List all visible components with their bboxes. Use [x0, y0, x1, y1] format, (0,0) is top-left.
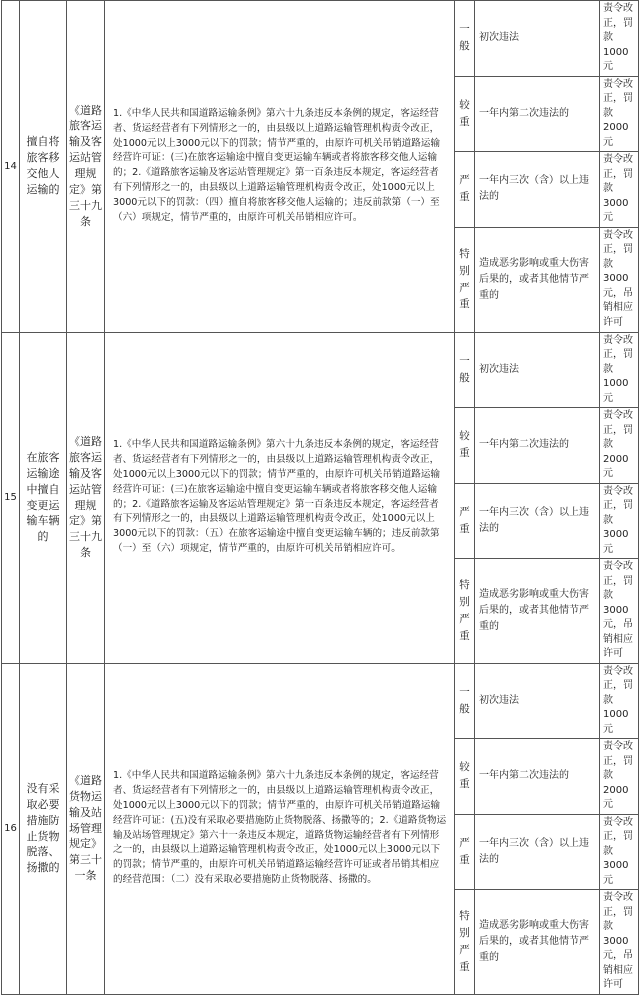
penalty-standard: 责令改正，罚款3000元，吊销相应许可: [600, 559, 639, 664]
severity-level: 一般: [455, 332, 475, 408]
violation-situation: 造成恶劣影响或重大伤害后果的，或者其他情节严重的: [475, 227, 600, 332]
legal-basis: 《道路旅客运输及客运站管理规定》第三十九条: [67, 1, 105, 333]
penalty-standard: 责令改正，罚款1000元: [600, 1, 639, 77]
violation-name: 擅自将旅客移交他人运输的: [20, 1, 67, 333]
severity-level: 严重: [455, 814, 475, 890]
row-number: 15: [2, 332, 20, 663]
violation-situation: 初次违法: [475, 332, 600, 408]
severity-level: 特别严重: [455, 559, 475, 664]
violation-situation: 一年内第二次违法的: [475, 739, 600, 815]
penalty-standard: 责令改正，罚款3000元: [600, 483, 639, 559]
violation-situation: 一年内第二次违法的: [475, 76, 600, 152]
penalty-standard: 责令改正，罚款2000元: [600, 739, 639, 815]
severity-level: 特别严重: [455, 890, 475, 995]
violation-situation: 一年内三次（含）以上违法的: [475, 483, 600, 559]
violation-name: 在旅客运输途中擅自变更运输车辆的: [20, 332, 67, 663]
row-number: 14: [2, 1, 20, 333]
severity-level: 特别严重: [455, 227, 475, 332]
violation-situation: 初次违法: [475, 663, 600, 739]
table-row: [2, 332, 639, 408]
severity-level: 一般: [455, 663, 475, 739]
penalty-standard: 责令改正，罚款1000元: [600, 663, 639, 739]
legal-provisions: 1.《中华人民共和国道路运输条例》第六十九条违反本条例的规定，客运经营者、货运经营者有下列情形之一的，由县级以上道路运输管理机构责令改正，处1000元以上3000元以下的罚款；情节严重的，由原许可机关吊销道路运输经营许可证：(五)没有采取必要措施防止货物脱落、扬撒等的；2.《道路货物运输及站场管理规定》第六十一条违反本规定，道路货物运输经营者有下列情形之一的，由县级以上道路运输管理机构责令改正，处1000元以上3000元以下的罚款；情节严重的，由原许可机关吊销道路运输经营许可证或者吊销其相应的经营范围：（二）没有采取必要措施防止货物脱落、扬撒的。: [105, 663, 455, 994]
violation-name: 没有采取必要措施防止货物脱落、扬撒的: [20, 663, 67, 994]
violation-situation: 一年内三次（含）以上违法的: [475, 814, 600, 890]
legal-provisions: 1.《中华人民共和国道路运输条例》第六十九条违反本条例的规定，客运经营者、货运经营者有下列情形之一的，由县级以上道路运输管理机构责令改正，处1000元以上3000元以下的罚款；情节严重的，由原许可机关吊销道路运输经营许可证：(三)在旅客运输途中擅自变更运输车辆或者将旅客移交他人运输的；2.《道路旅客运输及客运站管理规定》第一百条违反本规定，客运经营者有下列情形之一的，由县级以上道路运输管理机构责令改正，处1000元以上3000元以下的罚款：（五）在旅客运输途中擅自变更运输车辆的；违反前款第（一）至（六）项规定，情节严重的，由原许可机关吊销相应许可。: [105, 332, 455, 663]
severity-level: 严重: [455, 483, 475, 559]
penalty-standard: 责令改正，罚款3000元，吊销相应许可: [600, 227, 639, 332]
severity-level: 较重: [455, 76, 475, 152]
violation-situation: 初次违法: [475, 1, 600, 77]
severity-level: 较重: [455, 739, 475, 815]
penalty-standard-table: [1, 0, 639, 995]
violation-situation: 造成恶劣影响或重大伤害后果的，或者其他情节严重的: [475, 890, 600, 995]
penalty-standard: 责令改正，罚款2000元: [600, 76, 639, 152]
violation-situation: 造成恶劣影响或重大伤害后果的，或者其他情节严重的: [475, 559, 600, 664]
row-number: 16: [2, 663, 20, 994]
penalty-standard: 责令改正，罚款1000元: [600, 332, 639, 408]
table-row: [2, 1, 639, 77]
legal-basis: 《道路旅客运输及客运站管理规定》第三十九条: [67, 332, 105, 663]
severity-level: 较重: [455, 408, 475, 484]
severity-level: 严重: [455, 152, 475, 228]
penalty-standard: 责令改正，罚款2000元: [600, 408, 639, 484]
legal-provisions: 1.《中华人民共和国道路运输条例》第六十九条违反本条例的规定，客运经营者、货运经营者有下列情形之一的，由县级以上道路运输管理机构责令改正，处1000元以上3000元以下的罚款；情节严重的，由原许可机关吊销道路运输经营许可证：(三)在旅客运输途中擅自变更运输车辆或者将旅客移交他人运输的；2.《道路旅客运输及客运站管理规定》第一百条违反本规定，客运经营者有下列情形之一的，由县级以上道路运输管理机构责令改正，处1000元以上3000元以下的罚款：（四）擅自将旅客移交他人运输的；违反前款第（一）至（六）项规定，情节严重的，由原许可机关吊销相应许可。: [105, 1, 455, 333]
penalty-standard: 责令改正，罚款3000元: [600, 152, 639, 228]
severity-level: 一般: [455, 1, 475, 77]
penalty-standard: 责令改正，罚款3000元，吊销相应许可: [600, 890, 639, 995]
penalty-standard: 责令改正，罚款3000元: [600, 814, 639, 890]
violation-situation: 一年内第二次违法的: [475, 408, 600, 484]
table-row: [2, 663, 639, 739]
legal-basis: 《道路货物运输及站场管理规定》第三十一条: [67, 663, 105, 994]
violation-situation: 一年内三次（含）以上违法的: [475, 152, 600, 228]
